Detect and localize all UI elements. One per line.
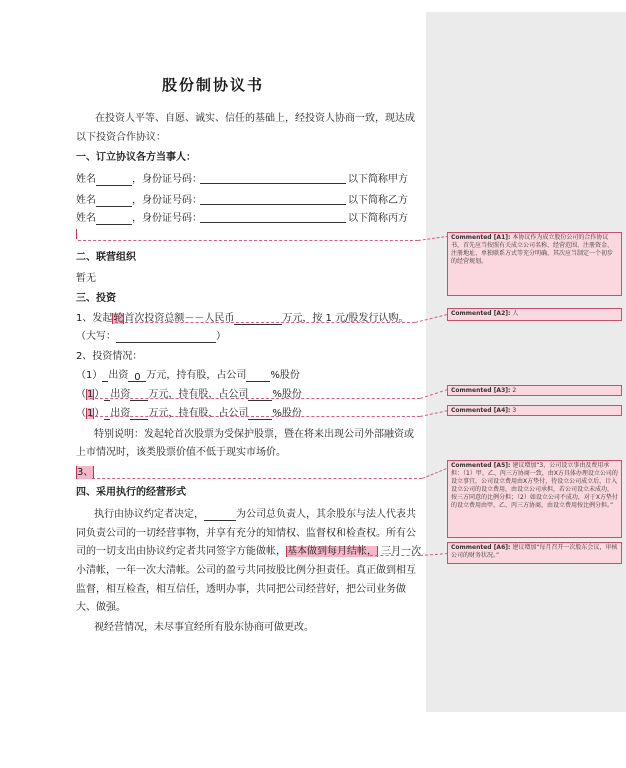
comment-anchor-a6[interactable]: 基本做到每月结帐， (287, 546, 377, 557)
party-name-label: 姓名 (76, 174, 96, 185)
special-note-line-2: 上市情况时，该类股票价值不低于现实市场价。 (76, 447, 286, 458)
op-text: 执行由协议约定者决定， (94, 509, 204, 520)
connector-a5 (92, 478, 422, 479)
party-row-b (76, 194, 202, 207)
comment-balloon-a3[interactable] (447, 385, 622, 396)
comment-anchor-a1[interactable] (76, 229, 77, 239)
investment-row-3 (76, 407, 302, 420)
investment-row-1 (76, 369, 300, 382)
investment-line-2 (76, 330, 226, 343)
investment-row-2 (76, 388, 302, 401)
connector-a1 (78, 240, 418, 241)
operation-line-3 (76, 545, 421, 558)
row-text: 万元，持有股，占公司 (148, 389, 249, 400)
row-text: 出资 (110, 389, 131, 400)
comment-label: Commented [A2]: (451, 310, 511, 317)
comment-balloon-a2[interactable] (447, 308, 622, 321)
party-c-label: 以下简称丙方 (348, 213, 408, 224)
op-text: 三月一次 (381, 546, 422, 557)
section-2-heading: 二、联营组织 (76, 252, 136, 263)
document-title: 股份制协议书 (161, 76, 264, 94)
section-1-heading: 一、订立协议各方当事人： (76, 152, 196, 163)
connector-a4 (90, 416, 420, 417)
comment-markup-pane (426, 12, 626, 712)
comment-text: 2 (512, 387, 517, 394)
inv-text: ） (216, 331, 226, 342)
party-id-label: ，身份证号码： (132, 174, 202, 185)
operation-line-1 (94, 508, 416, 521)
row-amount: 0 (128, 371, 146, 382)
row-text: 出资 (108, 370, 129, 381)
party-a-label: 以下简称甲方 (348, 174, 408, 185)
party-id-label: ，身份证号码： (132, 195, 202, 206)
investment-line-1 (76, 312, 408, 325)
party-row-c (76, 212, 202, 225)
intro-line-1: 在投资人平等、自愿、诚实、信任的基础上，经投资人协商一致，现达成 (95, 113, 415, 124)
party-name-label: 姓名 (76, 195, 96, 206)
comment-text: 本协议作为成立股份公司的合作协议书，首先应当按照有关成立公司名称、经营范围、注册资金、注册地址、单独联系方式等充分明确，其次应当制定一个初步的经营规划。 (451, 234, 614, 265)
row-text: %股份 (272, 389, 302, 400)
row-index: （ (76, 389, 86, 400)
row-index: ） (94, 389, 105, 400)
row-index: ） (94, 408, 105, 419)
comment-label: Commented [A3]: (451, 387, 511, 394)
party-id-label: ，身份证号码： (132, 213, 202, 224)
operation-line-4: 小清帐，一年一次大清帐。公司的盈亏共同按股比例分担责任。真正做到相互 (76, 565, 416, 576)
section-3-heading: 三、投资 (76, 293, 116, 304)
party-b-label: 以下简称乙方 (348, 195, 408, 206)
row-text: 万元，持有股，占公司 (148, 408, 249, 419)
comment-text: 3 (512, 407, 517, 414)
section-2-body: 暂无 (76, 273, 96, 284)
comment-anchor-a5[interactable]: 3、 (77, 467, 94, 478)
comment-anchor-a2[interactable]: 轮 (113, 313, 124, 324)
comment-label: Commented [A1]: (451, 234, 511, 241)
comment-label: Commented [A6]: (451, 544, 511, 551)
comment-text: 建议增加“每月召开一次股东会议，审核公司的财务状况。” (451, 544, 618, 559)
inv-text: 首次投资总额－－人民币 (124, 313, 235, 324)
party-name-label: 姓名 (76, 213, 96, 224)
inv-text: 1、发起 (76, 313, 113, 324)
row-index: （ (76, 408, 86, 419)
inv-text: 万元，按 1 元/股发行认购。 (282, 313, 409, 324)
inv-text: （大写： (76, 331, 116, 342)
comment-anchor-a3[interactable]: 1 (87, 389, 94, 400)
intro-line-2: 以下投资合作协议： (76, 132, 166, 143)
comment-label: Commented [A4]: (451, 407, 511, 414)
comment-balloon-a6[interactable] (447, 542, 622, 564)
row-text: %股份 (272, 408, 302, 419)
comment-text: 人 (512, 310, 519, 317)
party-row-a (76, 173, 202, 186)
operation-line-7: 视经营情况，未尽事宜经所有股东协商可做更改。 (94, 622, 314, 633)
connector-a2 (115, 322, 415, 323)
row-text: 万元，持有股，占公司 (146, 370, 247, 381)
comment-balloon-a4[interactable] (447, 405, 622, 416)
connector-a6 (370, 555, 420, 556)
row-text: %股份 (270, 370, 300, 381)
row-text: 出资 (110, 408, 131, 419)
investment-status: 2、投资情况： (76, 351, 143, 362)
special-note-line-1: 特别说明：发起轮首次股票为受保护股票，暨在将来出现公司外部融资或 (94, 429, 414, 440)
operation-line-6: 大、做强。 (76, 602, 126, 613)
comment-label: Commented [A5]: (451, 462, 511, 469)
comment-text: 建议增加“3、公司设立事由及费用承担：（1）甲、乙、丙三方协商一致，由X方具体办理设立公司的设立事宜，公司设立费用由X方垫付，待设立公司成立后，计入设立公司的设立费用，由设立公司承担，若公司设立未成功，按三方同意的比例分担；（2）如设立公司不成功，对于X方垫付的设立费用由甲、乙、丙三方协商，由设立费用按比例分担。” (451, 462, 618, 509)
section-4-heading: 四、采用执行的经营形式 (76, 487, 186, 498)
connector-a3 (90, 398, 420, 399)
op-text: 司的一切支出由协议约定者共同签字方能做帐， (76, 546, 286, 557)
operation-line-5: 监督，相互检查，相互信任，透明办事，共同把公司经营好，把公司业务做 (76, 584, 406, 595)
comment-balloon-a5[interactable] (447, 460, 622, 538)
op-text: 为公司总负责人，其余股东与法人代表共 (236, 509, 416, 520)
row-index: （1） (76, 370, 103, 381)
comment-anchor-a4[interactable]: 1 (87, 408, 94, 419)
comment-balloon-a1[interactable] (447, 232, 622, 296)
operation-line-2: 同负责公司的一切经营事物，并享有充分的知情权、监督权和检查权。所有公 (76, 528, 416, 539)
